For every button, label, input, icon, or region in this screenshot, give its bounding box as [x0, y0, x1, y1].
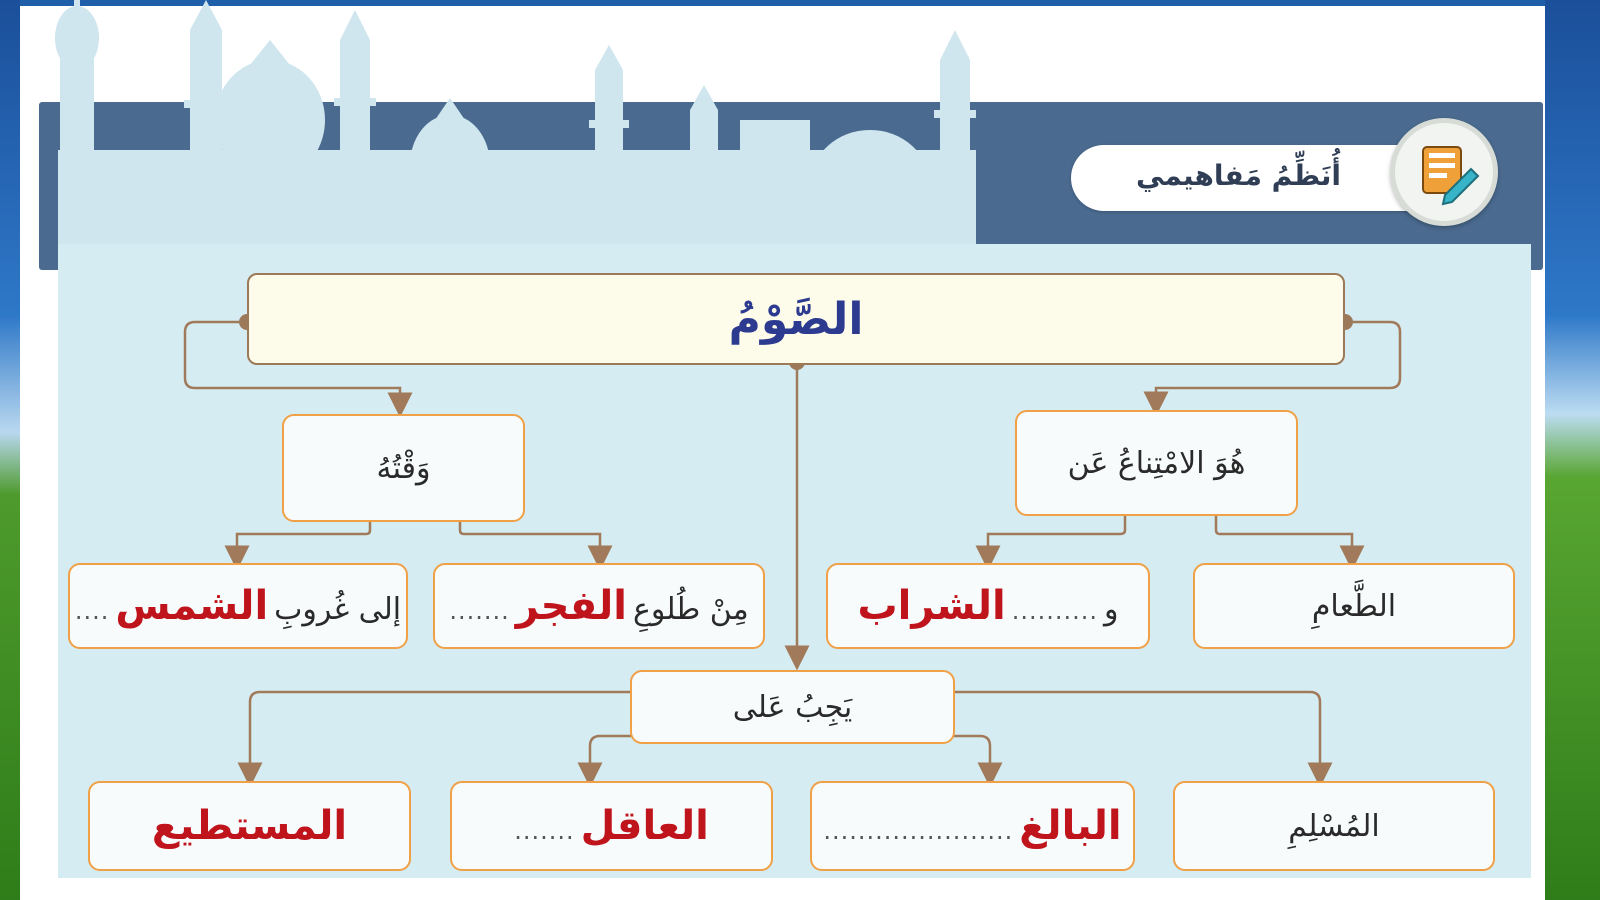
time-start-answer: الفجر: [515, 583, 627, 629]
root-concept-box: [247, 273, 1345, 365]
time-end-prefix: إلى غُروبِ: [274, 592, 402, 627]
definition-item-food: [1193, 563, 1515, 649]
time-start-prefix: مِنْ طُلوعِ: [633, 592, 749, 627]
blank-dots: ..........: [1011, 597, 1099, 625]
definition-box: [1015, 410, 1298, 516]
definition-item-drink: [826, 563, 1150, 649]
blank-dots: ......................: [823, 817, 1014, 845]
obligation-item-sane: [450, 781, 773, 871]
time-item-start: [433, 563, 765, 649]
time-end-answer: الشمس: [115, 583, 269, 629]
obligation-label: يَجِبُ عَلى: [732, 689, 853, 725]
obligation-box: [630, 670, 955, 744]
obligation-answer-sane: العاقل: [580, 803, 709, 849]
obligation-answer-able: المستطيع: [151, 803, 348, 849]
blank-dots: .......: [514, 817, 575, 845]
definition-item-prefix: و: [1104, 592, 1119, 627]
section-title: أُنَظِّمُ مَفاهيمي: [1135, 159, 1341, 192]
blank-dots: .......: [449, 597, 510, 625]
blank-dots: ....: [74, 597, 110, 625]
time-label: وَقْتُهُ: [376, 450, 431, 486]
definition-item-text: الطَّعامِ: [1311, 588, 1397, 624]
definition-answer: الشراب: [857, 583, 1006, 629]
obligation-item-text: المُسْلِمِ: [1288, 808, 1380, 844]
obligation-answer-adult: البالغ: [1019, 803, 1122, 849]
time-box: [282, 414, 525, 522]
obligation-item-able: [88, 781, 411, 871]
obligation-item-adult: [810, 781, 1135, 871]
root-concept-label: الصَّوْمُ: [728, 293, 864, 345]
obligation-item-muslim: [1173, 781, 1495, 871]
definition-label: هُوَ الامْتِناعُ عَن: [1067, 445, 1246, 481]
time-item-end: [68, 563, 408, 649]
